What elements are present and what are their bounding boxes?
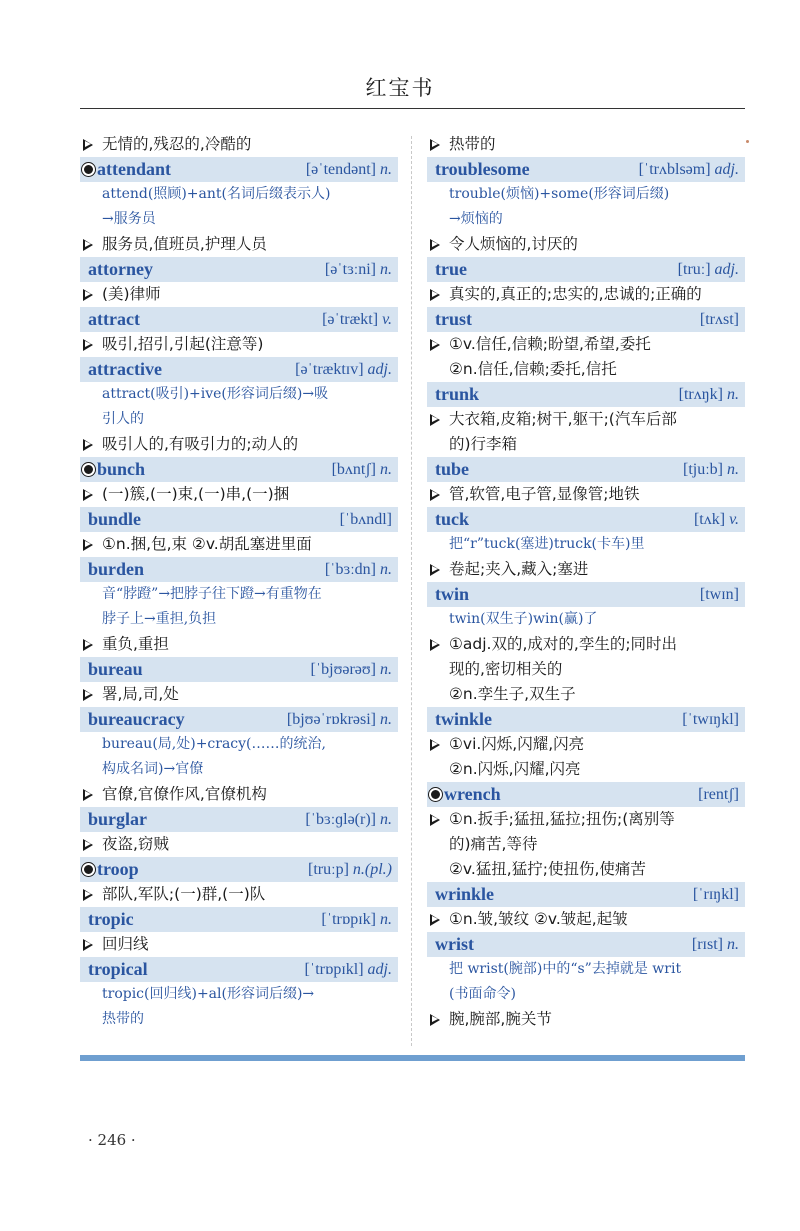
definition-text: 真实的,真正的;忠实的,忠诚的;正确的 xyxy=(449,285,702,303)
phonetic: [ˈbʌndl] xyxy=(339,510,392,528)
headword-left xyxy=(435,884,494,905)
headword-left xyxy=(435,584,469,605)
headword: true xyxy=(435,259,467,279)
entry-headword-row xyxy=(427,932,745,957)
definition-continuation: 的)行李箱 xyxy=(449,435,518,453)
part-of-speech: n. xyxy=(380,910,392,928)
triangle-marker-icon xyxy=(83,539,93,551)
headword-left xyxy=(88,359,162,380)
etymology-note: attend(照顾)+ant(名词后缀表示人) xyxy=(102,186,331,202)
header-rule xyxy=(80,108,745,109)
entry-headword-row xyxy=(80,657,398,682)
etymology-note: (书面命令) xyxy=(449,986,516,1002)
definition-continuation: 现的,密切相关的 xyxy=(449,660,563,678)
headword-left xyxy=(88,959,148,980)
triangle-marker-icon xyxy=(430,914,440,926)
definition-text: 官僚,官僚作风,官僚机构 xyxy=(102,785,267,803)
pronunciation-group xyxy=(693,886,739,904)
part-of-speech: v. xyxy=(382,310,392,328)
headword: attorney xyxy=(88,259,153,279)
headword: attractive xyxy=(88,359,162,379)
phonetic: [ˈbɜːdn] xyxy=(324,560,376,578)
pronunciation-group xyxy=(308,861,392,879)
headword: troublesome xyxy=(435,159,530,179)
pronunciation-group xyxy=(698,786,739,804)
part-of-speech: n. xyxy=(727,935,739,953)
triangle-marker-icon xyxy=(430,564,440,576)
pronunciation-group xyxy=(692,936,739,954)
definition-text: 卷起;夹入,藏入;塞进 xyxy=(449,560,589,578)
definition xyxy=(80,882,398,907)
headword-left xyxy=(435,384,479,405)
pronunciation-group xyxy=(305,811,392,829)
entry-headword-row xyxy=(80,957,398,982)
triangle-marker-icon xyxy=(430,1014,440,1026)
triangle-marker-icon xyxy=(83,889,93,901)
headword-left xyxy=(435,709,492,730)
definition-text: ①n.扳手;猛扭,猛拉;扭伤;(离别等 xyxy=(449,810,675,828)
definition xyxy=(80,532,398,557)
definition-continuation: ②v.猛扭,猛拧;使扭伤,使痛苦 xyxy=(449,860,646,878)
pronunciation-group xyxy=(306,161,392,179)
definition-text: 令人烦恼的,讨厌的 xyxy=(449,235,578,253)
headword-left xyxy=(435,784,501,805)
headword-left xyxy=(435,509,469,530)
part-of-speech: n. xyxy=(727,385,739,403)
definition xyxy=(427,907,745,932)
triangle-marker-icon xyxy=(83,839,93,851)
definition xyxy=(427,132,745,157)
headword-left xyxy=(88,309,140,330)
pronunciation-group xyxy=(332,461,392,479)
phonetic: [twɪn] xyxy=(699,585,739,603)
headword: wrist xyxy=(435,934,474,954)
definition-text: 管,软管,电子管,显像管;地铁 xyxy=(449,485,640,503)
triangle-marker-icon xyxy=(83,439,93,451)
part-of-speech: n. xyxy=(380,160,392,178)
definition-text: 服务员,值班员,护理人员 xyxy=(102,235,267,253)
definition xyxy=(80,482,398,507)
etymology-note: trouble(烦恼)+some(形容词后缀) xyxy=(449,186,670,202)
definition xyxy=(80,632,398,657)
definition-text: 腕,腕部,腕关节 xyxy=(449,1010,552,1028)
pronunciation-group xyxy=(340,511,392,529)
triangle-marker-icon xyxy=(83,489,93,501)
headword: wrinkle xyxy=(435,884,495,904)
etymology-note: 热带的 xyxy=(102,1011,144,1027)
key-word-bullet-icon xyxy=(429,788,442,801)
triangle-marker-icon xyxy=(430,814,440,826)
triangle-marker-icon xyxy=(430,339,440,351)
headword: twinkle xyxy=(435,709,493,729)
pronunciation-group xyxy=(305,961,392,979)
etymology-note: →烦恼的 xyxy=(449,211,503,227)
definition-text: ①adj.双的,成对的,孪生的;同时出 xyxy=(449,635,678,653)
definition-text: 部队,军队;(一)群,(一)队 xyxy=(102,885,266,903)
definition-text: (一)簇,(一)束,(一)串,(一)捆 xyxy=(102,485,290,503)
headword-left xyxy=(88,509,141,530)
definition-text: 热带的 xyxy=(449,135,496,153)
triangle-marker-icon xyxy=(430,639,440,651)
phonetic: [ˈbɜːɡlə(r)] xyxy=(305,810,376,828)
part-of-speech: n. xyxy=(380,710,392,728)
pronunciation-group xyxy=(325,561,392,579)
etymology-note: 脖子上→重担,负担 xyxy=(102,611,217,627)
definition-text: 无情的,残忍的,冷酷的 xyxy=(102,135,252,153)
entry-headword-row xyxy=(427,157,745,182)
phonetic: [əˈtræktɪv] xyxy=(295,360,364,378)
headword: bundle xyxy=(88,509,142,529)
definition xyxy=(427,807,745,832)
entry-headword-row xyxy=(80,907,398,932)
part-of-speech: n. xyxy=(727,460,739,478)
entry-headword-row xyxy=(80,157,398,182)
phonetic: [trʌŋk] xyxy=(678,385,723,403)
entry-headword-row xyxy=(427,382,745,407)
entry-headword-row xyxy=(80,457,398,482)
page-number: · 246 · xyxy=(88,1131,136,1149)
part-of-speech: adj. xyxy=(714,260,739,278)
entry-headword-row xyxy=(80,557,398,582)
definition-text: ①v.信任,信赖;盼望,希望,委托 xyxy=(449,335,651,353)
pronunciation-group xyxy=(322,311,392,329)
headword-left xyxy=(88,459,145,480)
definition xyxy=(80,332,398,357)
definition xyxy=(427,407,745,432)
phonetic: [ˈtrʌblsəm] xyxy=(638,160,711,178)
triangle-marker-icon xyxy=(430,414,440,426)
definition-text: 回归线 xyxy=(102,935,149,953)
headword: burglar xyxy=(88,809,148,829)
part-of-speech: adj. xyxy=(714,160,739,178)
pronunciation-group xyxy=(682,711,739,729)
headword: bunch xyxy=(97,459,146,479)
headword: tropic xyxy=(88,909,134,929)
part-of-speech: n. xyxy=(380,560,392,578)
etymology-note: bureau(局,处)+cracy(……的统治, xyxy=(102,736,326,752)
headword: troop xyxy=(97,859,139,879)
headword: trunk xyxy=(435,384,480,404)
headword-left xyxy=(88,659,143,680)
definition xyxy=(427,632,745,657)
key-word-bullet-icon xyxy=(82,863,95,876)
phonetic: [ˈtrɒpɪk] xyxy=(321,910,376,928)
entry-headword-row xyxy=(427,257,745,282)
definition xyxy=(80,432,398,457)
triangle-marker-icon xyxy=(83,139,93,151)
triangle-marker-icon xyxy=(83,789,93,801)
phonetic: [rentʃ] xyxy=(698,785,739,803)
part-of-speech: adj. xyxy=(367,360,392,378)
part-of-speech: n. xyxy=(380,810,392,828)
headword-left xyxy=(435,934,474,955)
etymology-note: 构成名词)→官僚 xyxy=(102,761,204,777)
part-of-speech: adj. xyxy=(367,960,392,978)
pronunciation-group xyxy=(679,386,739,404)
triangle-marker-icon xyxy=(83,339,93,351)
etymology-note: tropic(回归线)+al(形容词后缀)→ xyxy=(102,986,315,1002)
entry-headword-row xyxy=(80,257,398,282)
headword-left xyxy=(435,159,530,180)
triangle-marker-icon xyxy=(430,239,440,251)
etymology-note: attract(吸引)+ive(形容词后缀)→吸 xyxy=(102,386,329,402)
headword: twin xyxy=(435,584,470,604)
headword: attendant xyxy=(97,159,172,179)
headword: attract xyxy=(88,309,140,329)
phonetic: [ˈrɪŋkl] xyxy=(692,885,739,903)
headword-left xyxy=(435,309,472,330)
pronunciation-group xyxy=(694,511,739,529)
definition-continuation: 的)痛苦,等待 xyxy=(449,835,538,853)
entry-headword-row xyxy=(80,357,398,382)
entry-headword-row xyxy=(427,582,745,607)
key-word-bullet-icon xyxy=(82,463,95,476)
entry-headword-row xyxy=(80,307,398,332)
part-of-speech: n. xyxy=(380,460,392,478)
triangle-marker-icon xyxy=(83,639,93,651)
pronunciation-group xyxy=(700,586,739,604)
phonetic: [rɪst] xyxy=(691,935,723,953)
definition xyxy=(80,682,398,707)
pronunciation-group xyxy=(678,261,739,279)
phonetic: [ˈtwɪŋkl] xyxy=(682,710,739,728)
headword: trust xyxy=(435,309,472,329)
triangle-marker-icon xyxy=(430,739,440,751)
entry-headword-row xyxy=(427,457,745,482)
phonetic: [əˈtrækt] xyxy=(322,310,379,328)
pronunciation-group xyxy=(700,311,739,329)
triangle-marker-icon xyxy=(83,939,93,951)
page-header-title: 红宝书 xyxy=(365,76,435,100)
entry-headword-row xyxy=(427,882,745,907)
triangle-marker-icon xyxy=(83,689,93,701)
part-of-speech: n. xyxy=(380,660,392,678)
definition-text: 署,局,司,处 xyxy=(102,685,179,703)
headword: wrench xyxy=(444,784,501,804)
headword-left xyxy=(88,909,134,930)
triangle-marker-icon xyxy=(430,139,440,151)
phonetic: [truː] xyxy=(677,260,711,278)
definition xyxy=(427,1007,745,1032)
headword-left xyxy=(88,809,147,830)
phonetic: [tjuːb] xyxy=(683,460,723,478)
definition xyxy=(80,832,398,857)
definition xyxy=(427,232,745,257)
definition-text: 重负,重担 xyxy=(102,635,169,653)
pronunciation-group xyxy=(310,661,392,679)
triangle-marker-icon xyxy=(430,489,440,501)
definition-continuation: ②n.闪烁,闪耀,闪亮 xyxy=(449,760,581,778)
headword-left xyxy=(88,559,144,580)
definition xyxy=(80,282,398,307)
ink-dot xyxy=(746,140,749,143)
triangle-marker-icon xyxy=(83,289,93,301)
etymology-note: twin(双生子)win(赢)了 xyxy=(449,611,598,627)
definition-text: 夜盗,窃贼 xyxy=(102,835,169,853)
definition-continuation: ②n.孪生子,双生子 xyxy=(449,685,576,703)
headword-left xyxy=(88,259,153,280)
pronunciation-group xyxy=(321,911,392,929)
definition xyxy=(427,282,745,307)
etymology-note: →服务员 xyxy=(102,211,156,227)
entry-headword-row xyxy=(427,707,745,732)
phonetic: [əˈtendənt] xyxy=(305,160,376,178)
key-word-bullet-icon xyxy=(82,163,95,176)
pronunciation-group xyxy=(295,361,392,379)
bottom-rule xyxy=(80,1055,745,1061)
definition xyxy=(427,332,745,357)
phonetic: [truːp] xyxy=(308,860,349,878)
phonetic: [bʌntʃ] xyxy=(331,460,376,478)
headword-left xyxy=(88,709,185,730)
pronunciation-group xyxy=(325,261,392,279)
headword: tuck xyxy=(435,509,470,529)
phonetic: [ˈbjʊərəʊ] xyxy=(310,660,376,678)
phonetic: [əˈtɜːni] xyxy=(324,260,376,278)
triangle-marker-icon xyxy=(430,289,440,301)
entry-headword-row xyxy=(80,857,398,882)
part-of-speech: v. xyxy=(729,510,739,528)
definition xyxy=(427,482,745,507)
definition-text: 吸引人的,有吸引力的;动人的 xyxy=(102,435,299,453)
definition-continuation: ②n.信任,信赖;委托,信托 xyxy=(449,360,617,378)
pronunciation-group xyxy=(639,161,739,179)
part-of-speech: n.(pl.) xyxy=(352,860,392,878)
definition xyxy=(80,932,398,957)
triangle-marker-icon xyxy=(83,239,93,251)
headword: bureau xyxy=(88,659,143,679)
headword-left xyxy=(88,859,139,880)
definition xyxy=(80,232,398,257)
left-column xyxy=(80,132,398,1032)
entry-headword-row xyxy=(427,507,745,532)
headword: bureaucracy xyxy=(88,709,185,729)
definition-text: ①n.捆,包,束 ②v.胡乱塞进里面 xyxy=(102,535,312,553)
phonetic: [trʌst] xyxy=(699,310,739,328)
headword-left xyxy=(435,259,467,280)
etymology-note: 引人的 xyxy=(102,411,144,427)
etymology-note: 把 wrist(腕部)中的“s”去掉就是 writ xyxy=(449,961,682,977)
headword: tropical xyxy=(88,959,148,979)
definition xyxy=(427,557,745,582)
definition-text: (美)律师 xyxy=(102,285,161,303)
part-of-speech: n. xyxy=(380,260,392,278)
headword: burden xyxy=(88,559,145,579)
entry-headword-row xyxy=(427,307,745,332)
right-column xyxy=(427,132,745,1032)
definition-text: 大衣箱,皮箱;树干,躯干;(汽车后部 xyxy=(449,410,677,428)
column-divider xyxy=(411,136,412,1046)
definition xyxy=(427,732,745,757)
pronunciation-group xyxy=(287,711,392,729)
etymology-note: 把“r”tuck(塞进)truck(卡车)里 xyxy=(449,536,645,552)
phonetic: [ˈtrɒpɪkl] xyxy=(304,960,364,978)
definition-text: ①vi.闪烁,闪耀,闪亮 xyxy=(449,735,585,753)
headword-left xyxy=(435,459,469,480)
entry-headword-row xyxy=(80,507,398,532)
definition xyxy=(80,132,398,157)
entry-headword-row xyxy=(427,782,745,807)
entry-headword-row xyxy=(80,807,398,832)
headword: tube xyxy=(435,459,470,479)
definition-text: ①n.皱,皱纹 ②v.皱起,起皱 xyxy=(449,910,628,928)
definition-text: 吸引,招引,引起(注意等) xyxy=(102,335,264,353)
headword-left xyxy=(88,159,171,180)
phonetic: [tʌk] xyxy=(693,510,726,528)
definition xyxy=(80,782,398,807)
phonetic: [bjʊəˈrɒkrəsi] xyxy=(286,710,376,728)
etymology-note: 音“脖蹬”→把脖子往下蹬→有重物在 xyxy=(102,586,322,602)
pronunciation-group xyxy=(683,461,739,479)
entry-headword-row xyxy=(80,707,398,732)
